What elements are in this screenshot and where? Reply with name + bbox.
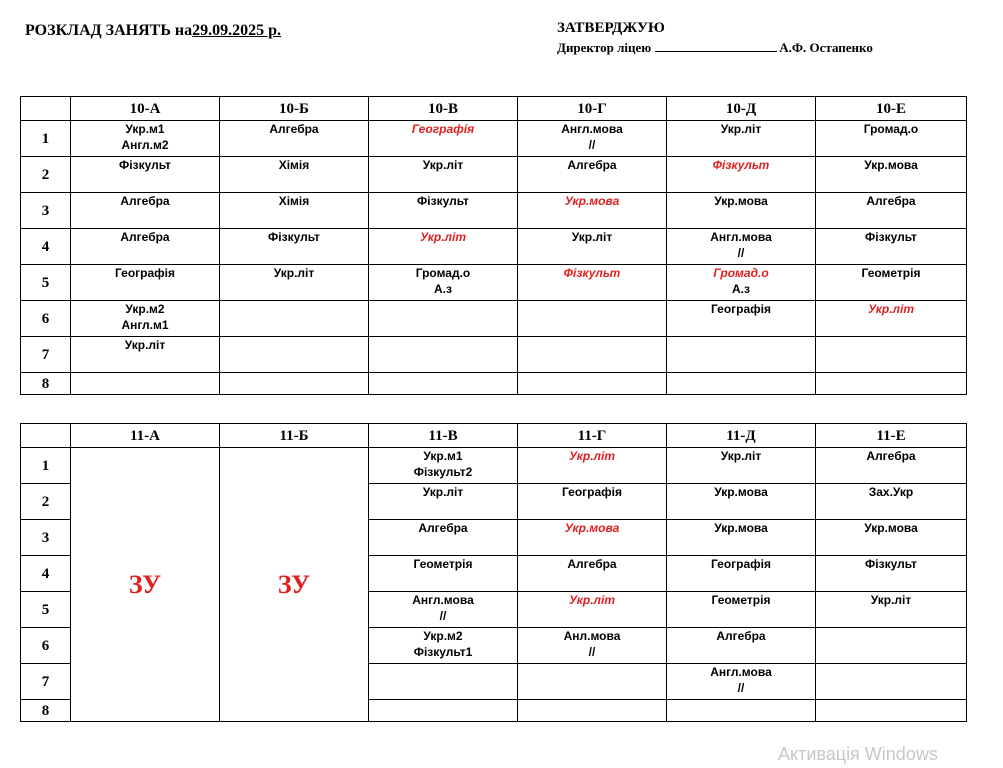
table-row <box>21 373 967 395</box>
lesson-cell <box>667 157 816 193</box>
lesson-cell <box>518 700 667 722</box>
lesson-number: 2 <box>21 484 71 520</box>
lesson-cell <box>816 664 967 700</box>
lesson-text: Укр.м1 <box>423 449 463 463</box>
lesson-text: Алгебра <box>120 194 170 208</box>
lesson-text: Фізкульт <box>712 158 770 172</box>
director-label: Директор ліцею <box>557 40 652 55</box>
lesson-text: Геометрія <box>413 557 473 571</box>
lesson-cell <box>518 556 667 592</box>
lesson-cell <box>816 157 967 193</box>
lesson-text: Англ.м2 <box>121 138 169 152</box>
lesson-text: Укр.мова <box>564 194 620 208</box>
schedule-table-11 <box>20 423 967 722</box>
lesson-cell <box>71 373 220 395</box>
lesson-cell <box>518 301 667 337</box>
lesson-cell <box>369 484 518 520</box>
lesson-text: Фізкульт <box>417 194 469 208</box>
lesson-cell <box>369 337 518 373</box>
lesson-text: Укр.мова <box>564 521 620 535</box>
class-header: 11-Б <box>220 424 369 448</box>
lesson-text: Хімія <box>278 158 310 172</box>
windows-activation-watermark: Активація Windows <box>778 744 938 764</box>
lesson-cell <box>369 448 518 484</box>
lesson-number: 4 <box>21 229 71 265</box>
lesson-cell <box>518 448 667 484</box>
lesson-number: 6 <box>21 301 71 337</box>
lesson-number: 1 <box>21 121 71 157</box>
lesson-number: 3 <box>21 520 71 556</box>
lesson-text: Алгебра <box>716 629 766 643</box>
lesson-number: 7 <box>21 337 71 373</box>
lesson-cell <box>816 337 967 373</box>
lesson-text: Алгебра <box>866 449 916 463</box>
lesson-cell <box>816 592 967 628</box>
lesson-text: Укр.мова <box>864 158 918 172</box>
lesson-text: Укр.м1 <box>125 122 165 136</box>
lesson-cell <box>816 520 967 556</box>
lesson-text: Англ.м1 <box>121 318 169 332</box>
lesson-text: Анл.мова <box>563 629 621 643</box>
lesson-number: 3 <box>21 193 71 229</box>
lesson-cell <box>816 229 967 265</box>
lesson-cell <box>71 265 220 301</box>
approve-label: ЗАТВЕРДЖУЮ <box>557 20 665 36</box>
class-header: 10-Е <box>816 97 967 121</box>
lesson-text: Укр.літ <box>870 593 912 607</box>
lesson-text: Укр.літ <box>571 230 613 244</box>
remote-learning-label: ЗУ <box>277 569 311 599</box>
lesson-number: 4 <box>21 556 71 592</box>
lesson-cell <box>369 229 518 265</box>
lesson-cell <box>220 157 369 193</box>
lesson-cell <box>220 193 369 229</box>
lesson-cell <box>71 229 220 265</box>
lesson-cell <box>667 301 816 337</box>
lesson-text: Алгебра <box>418 521 468 535</box>
lesson-text: Укр.літ <box>568 449 616 463</box>
lesson-cell <box>518 193 667 229</box>
lesson-text: А.з <box>434 282 452 296</box>
lesson-cell <box>518 373 667 395</box>
table-row <box>21 193 967 229</box>
table-row <box>21 337 967 373</box>
lesson-number: 5 <box>21 592 71 628</box>
class-header: 10-Д <box>667 97 816 121</box>
lesson-cell <box>816 700 967 722</box>
lesson-text: А.з <box>732 282 750 296</box>
class-header: 10-В <box>369 97 518 121</box>
lesson-text: Геометрія <box>711 593 771 607</box>
lesson-text: Укр.літ <box>273 266 315 280</box>
table-row <box>21 301 967 337</box>
lesson-cell <box>667 265 816 301</box>
lesson-cell <box>667 193 816 229</box>
lesson-cell <box>518 664 667 700</box>
lesson-cell <box>369 628 518 664</box>
lesson-cell <box>518 229 667 265</box>
lesson-number: 7 <box>21 664 71 700</box>
class-header: 11-А <box>71 424 220 448</box>
lesson-text: Англ.мова <box>710 230 772 244</box>
lesson-cell <box>518 265 667 301</box>
schedule-table-10 <box>20 96 967 395</box>
table-row <box>21 157 967 193</box>
lesson-cell <box>667 337 816 373</box>
lesson-cell <box>71 301 220 337</box>
lesson-cell <box>369 265 518 301</box>
lesson-cell <box>816 265 967 301</box>
lesson-cell <box>816 628 967 664</box>
table-row <box>21 448 967 484</box>
lesson-text: Укр.мова <box>864 521 918 535</box>
lesson-cell <box>667 664 816 700</box>
lesson-number: 8 <box>21 700 71 722</box>
lesson-cell <box>518 628 667 664</box>
header-row-11 <box>21 424 967 448</box>
lesson-number: 2 <box>21 157 71 193</box>
lesson-text: Англ.мова <box>561 122 623 136</box>
lesson-cell <box>369 520 518 556</box>
lesson-text: Укр.м2 <box>423 629 463 643</box>
lesson-cell <box>369 664 518 700</box>
lesson-cell <box>518 484 667 520</box>
class-header: 10-Б <box>220 97 369 121</box>
lesson-cell <box>816 373 967 395</box>
lesson-cell <box>71 157 220 193</box>
lesson-cell <box>667 628 816 664</box>
lesson-text: Географія <box>114 266 176 280</box>
lesson-text: Фізкульт <box>865 230 917 244</box>
lesson-text: Алгебра <box>567 158 617 172</box>
title-prefix: РОЗКЛАД ЗАНЯТЬ на <box>25 22 193 39</box>
lesson-cell <box>667 592 816 628</box>
lesson-text: Укр.літ <box>568 593 616 607</box>
lesson-text: Фізкульт <box>119 158 171 172</box>
director-name: А.Ф. Остапенко <box>779 40 873 55</box>
lesson-text: Алгебра <box>269 122 319 136</box>
lesson-text: // <box>439 609 447 623</box>
lesson-cell <box>220 229 369 265</box>
title-date: 29.09.2025 р. <box>192 22 282 39</box>
lesson-text: Укр.літ <box>720 449 762 463</box>
lesson-cell <box>667 373 816 395</box>
lesson-cell <box>369 157 518 193</box>
lesson-text: Фізкульт <box>268 230 320 244</box>
lesson-cell <box>71 121 220 157</box>
lesson-text: Алгебра <box>120 230 170 244</box>
remote-learning-label: ЗУ <box>128 569 162 599</box>
approval-block <box>557 18 873 58</box>
lesson-cell <box>816 193 967 229</box>
lesson-cell <box>667 700 816 722</box>
lesson-text: Фізкульт1 <box>413 645 473 659</box>
lesson-text: Алгебра <box>567 557 617 571</box>
lesson-text: Укр.літ <box>720 122 762 136</box>
lesson-text: Географія <box>710 557 772 571</box>
lesson-cell <box>667 484 816 520</box>
lesson-cell <box>667 229 816 265</box>
lesson-text: Хімія <box>278 194 310 208</box>
lesson-number: 6 <box>21 628 71 664</box>
director-line <box>557 38 873 58</box>
lesson-text: Укр.літ <box>422 485 464 499</box>
lesson-text: Англ.мова <box>412 593 474 607</box>
lesson-cell <box>667 121 816 157</box>
class-header: 11-Г <box>518 424 667 448</box>
lesson-cell <box>667 448 816 484</box>
lesson-cell <box>816 484 967 520</box>
lesson-text: Громад.о <box>863 122 919 136</box>
lesson-cell <box>518 520 667 556</box>
lesson-cell <box>220 301 369 337</box>
lesson-text: // <box>588 645 596 659</box>
table-row <box>21 265 967 301</box>
lesson-text: Укр.мова <box>714 485 768 499</box>
lesson-cell <box>71 193 220 229</box>
lesson-text: Алгебра <box>866 194 916 208</box>
lesson-number: 5 <box>21 265 71 301</box>
lesson-cell <box>71 337 220 373</box>
header-row-10 <box>21 97 967 121</box>
lesson-cell <box>369 592 518 628</box>
lesson-text: Англ.мова <box>710 665 772 679</box>
lesson-cell <box>220 373 369 395</box>
lesson-cell <box>220 337 369 373</box>
lesson-text: Укр.мова <box>714 521 768 535</box>
lesson-cell <box>369 193 518 229</box>
lesson-text: Фізкульт <box>563 266 621 280</box>
remote-learning-cell <box>220 448 369 722</box>
lesson-number: 1 <box>21 448 71 484</box>
lesson-text: Зах.Укр <box>868 485 914 499</box>
corner-cell <box>21 424 71 448</box>
lesson-cell <box>369 121 518 157</box>
corner-cell <box>21 97 71 121</box>
lesson-text: Геометрія <box>861 266 921 280</box>
lesson-number: 8 <box>21 373 71 395</box>
lesson-text: Укр.літ <box>422 158 464 172</box>
class-header: 11-В <box>369 424 518 448</box>
lesson-text: Укр.м2 <box>125 302 165 316</box>
lesson-text: // <box>737 681 745 695</box>
lesson-cell <box>667 556 816 592</box>
table-row <box>21 229 967 265</box>
lesson-text: Укр.літ <box>124 338 166 352</box>
lesson-text: Громад.о <box>713 266 769 280</box>
table-row <box>21 121 967 157</box>
lesson-text: // <box>588 138 596 152</box>
lesson-cell <box>816 121 967 157</box>
lesson-cell <box>369 373 518 395</box>
lesson-cell <box>518 592 667 628</box>
lesson-text: Громад.о <box>415 266 471 280</box>
lesson-cell <box>816 301 967 337</box>
lesson-text: Укр.літ <box>867 302 915 316</box>
lesson-cell <box>220 121 369 157</box>
class-header: 11-Е <box>816 424 967 448</box>
lesson-cell <box>369 556 518 592</box>
lesson-cell <box>667 520 816 556</box>
class-header: 10-Г <box>518 97 667 121</box>
lesson-text: // <box>737 246 745 260</box>
class-header: 11-Д <box>667 424 816 448</box>
signature-line <box>655 39 777 52</box>
lesson-text: Фізкульт2 <box>413 465 473 479</box>
remote-learning-cell <box>71 448 220 722</box>
lesson-cell <box>369 700 518 722</box>
lesson-text: Укр.літ <box>419 230 467 244</box>
lesson-cell <box>816 556 967 592</box>
lesson-text: Географія <box>411 122 475 136</box>
lesson-cell <box>518 121 667 157</box>
lesson-cell <box>518 157 667 193</box>
schedule-title <box>25 22 281 40</box>
lesson-cell <box>816 448 967 484</box>
lesson-cell <box>220 265 369 301</box>
class-header: 10-А <box>71 97 220 121</box>
lesson-text: Фізкульт <box>865 557 917 571</box>
lesson-text: Географія <box>710 302 772 316</box>
lesson-cell <box>369 301 518 337</box>
lesson-cell <box>518 337 667 373</box>
lesson-text: Укр.мова <box>714 194 768 208</box>
lesson-text: Географія <box>561 485 623 499</box>
